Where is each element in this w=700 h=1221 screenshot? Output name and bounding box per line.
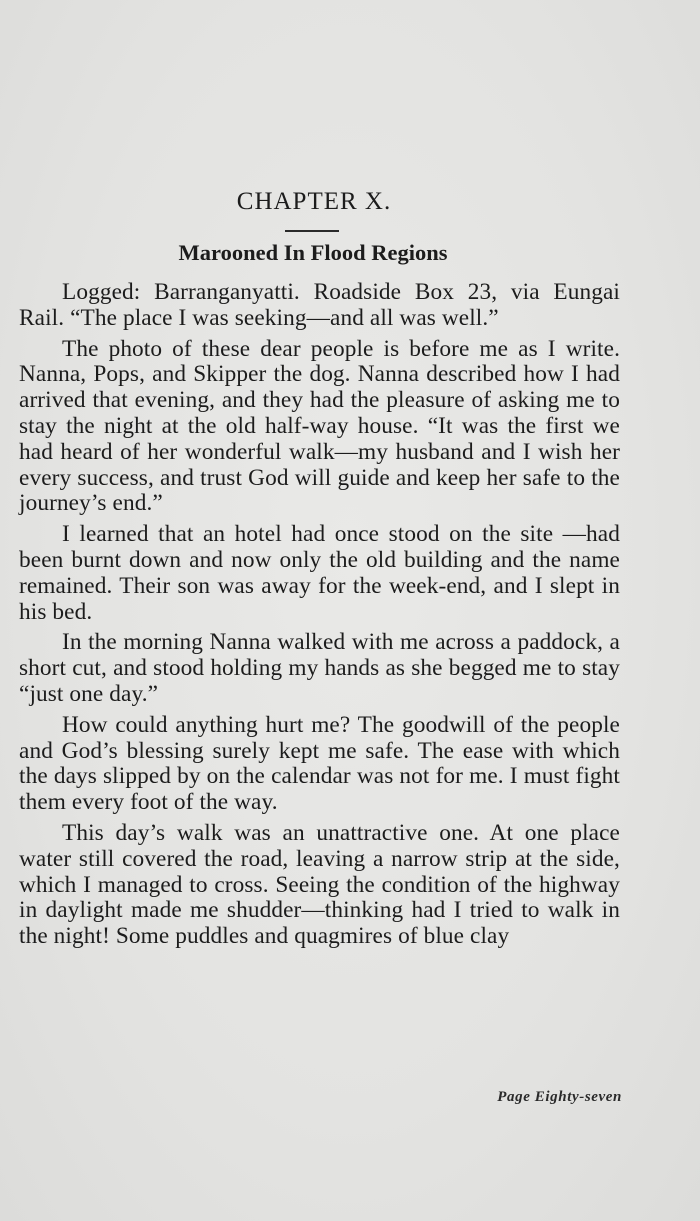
paragraph: The photo of these dear people is before me as I write. Nanna, Pops, and Skipper the dog. Nanna described how I had arrived that evening, and they had the pleasure of asking me to stay the night at the old half-way house. “It was the first we had heard of her wonderful walk—my husband and I wish her every success, and trust God will guide and keep her safe to the journey’s end.” [19,335,620,517]
heading-divider [285,230,339,232]
paragraph: Logged: Barranganyatti. Roadside Box 23, via Eungai Rail. “The place I was seeking—and all was well.” [19,279,620,331]
paragraph: How could anything hurt me? The goodwill of the people and God’s blessing surely kept me safe. The ease with which the days slipped by on the calendar was not for me. I must fight them every foot of the way. [19,711,620,816]
chapter-heading: CHAPTER X. [236,188,392,215]
paragraph: In the morning Nanna walked with me across a paddock, a short cut, and stood holding my hands as she begged me to stay “just one day.” [19,629,620,707]
body-text [19,280,620,955]
paragraph: This day’s walk was an unattractive one. At one place water still covered the road, leaving a narrow strip at the side, which I managed to cross. Seeing the condition of the highway in daylight made me shudder—thinking had I tried to walk in the night! Some puddles and quagmires of blue clay [19,819,620,950]
page-number: Page Eighty-seven [497,1089,622,1105]
paragraph: I learned that an hotel had once stood on the site —had been burnt down and now only the old building and the name remained. Their son was away for the week-end, and I slept in his bed. [19,521,620,625]
chapter-title: Marooned In Flood Regions [178,240,448,265]
